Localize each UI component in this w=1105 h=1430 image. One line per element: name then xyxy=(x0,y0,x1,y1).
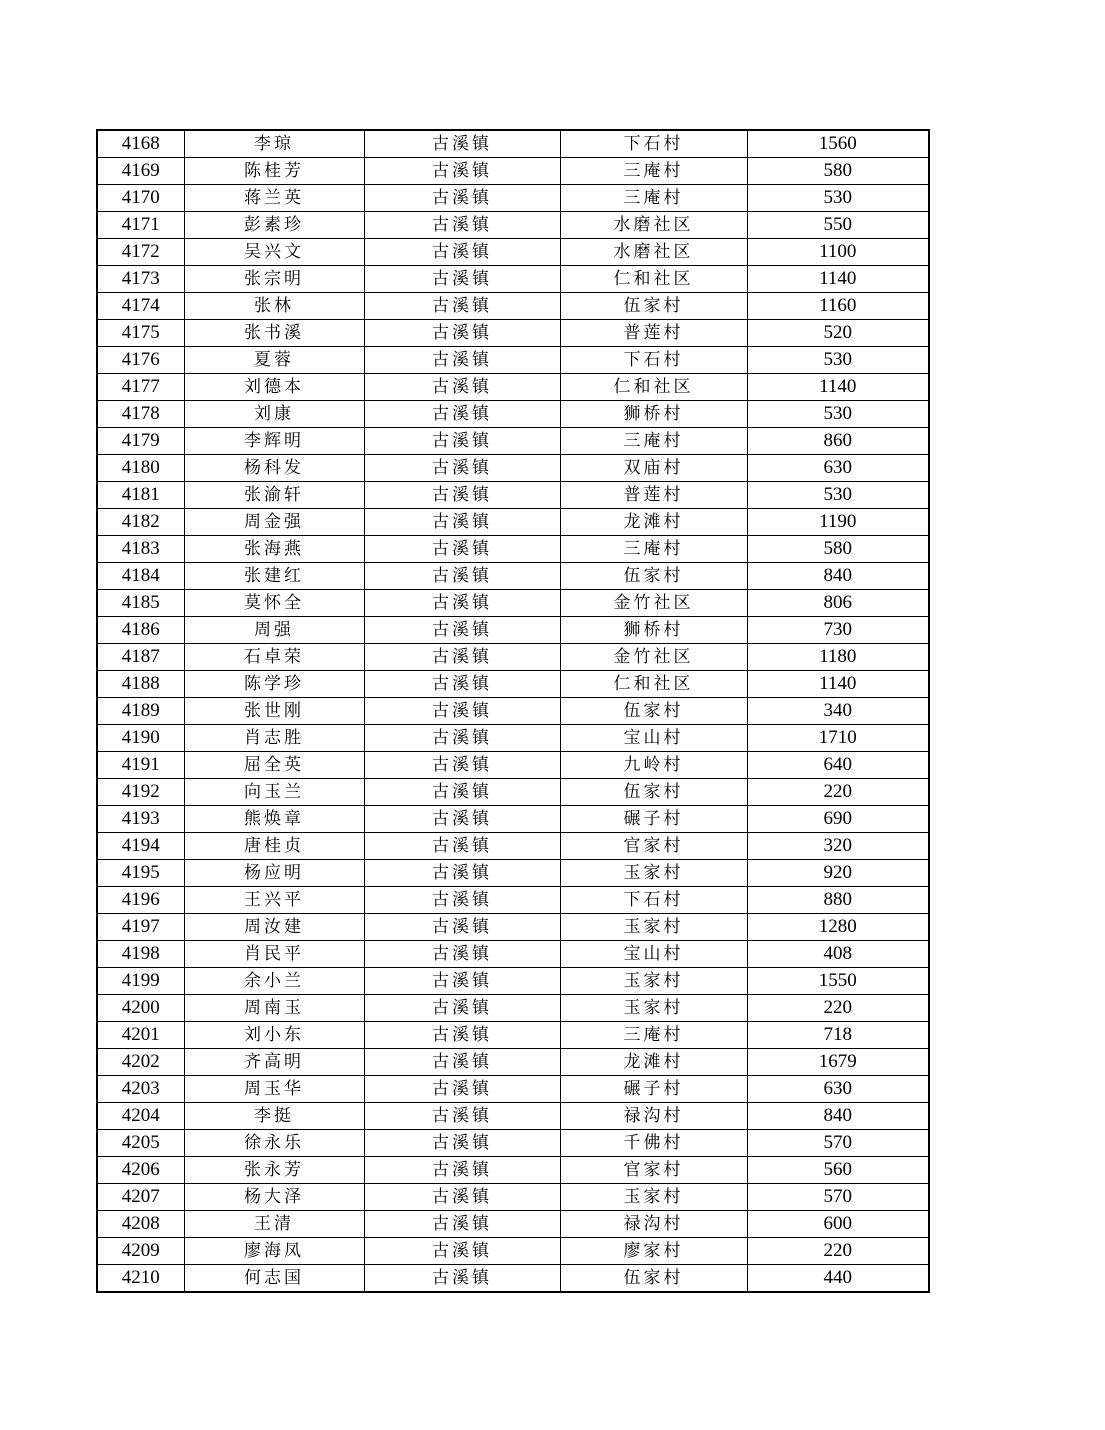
town-cell: 古溪镇 xyxy=(364,887,560,914)
table-row xyxy=(97,1184,929,1211)
name-cell: 张永芳 xyxy=(184,1157,364,1184)
village-cell: 伍家村 xyxy=(560,698,747,725)
name-cell: 廖海凤 xyxy=(184,1238,364,1265)
row-number-cell: 4199 xyxy=(97,968,184,995)
town-cell: 古溪镇 xyxy=(364,482,560,509)
town-cell: 古溪镇 xyxy=(364,1103,560,1130)
name-cell: 杨科发 xyxy=(184,455,364,482)
amount-cell: 570 xyxy=(747,1184,929,1211)
amount-cell: 840 xyxy=(747,563,929,590)
name-cell: 余小兰 xyxy=(184,968,364,995)
amount-cell: 806 xyxy=(747,590,929,617)
name-cell: 屈全英 xyxy=(184,752,364,779)
table-row xyxy=(97,428,929,455)
table-row xyxy=(97,698,929,725)
table-row xyxy=(97,617,929,644)
town-cell: 古溪镇 xyxy=(364,1265,560,1293)
row-number-cell: 4170 xyxy=(97,185,184,212)
name-cell: 刘康 xyxy=(184,401,364,428)
town-cell: 古溪镇 xyxy=(364,401,560,428)
row-number-cell: 4194 xyxy=(97,833,184,860)
town-cell: 古溪镇 xyxy=(364,536,560,563)
name-cell: 周玉华 xyxy=(184,1076,364,1103)
table-row xyxy=(97,1130,929,1157)
name-cell: 向玉兰 xyxy=(184,779,364,806)
table-row xyxy=(97,1211,929,1238)
village-cell: 仁和社区 xyxy=(560,266,747,293)
village-cell: 龙滩村 xyxy=(560,1049,747,1076)
table-row xyxy=(97,1049,929,1076)
name-cell: 肖志胜 xyxy=(184,725,364,752)
row-number-cell: 4177 xyxy=(97,374,184,401)
village-cell: 三庵村 xyxy=(560,158,747,185)
amount-cell: 600 xyxy=(747,1211,929,1238)
amount-cell: 560 xyxy=(747,1157,929,1184)
town-cell: 古溪镇 xyxy=(364,941,560,968)
amount-cell: 220 xyxy=(747,1238,929,1265)
row-number-cell: 4202 xyxy=(97,1049,184,1076)
table-row xyxy=(97,293,929,320)
table-row xyxy=(97,1022,929,1049)
table-row xyxy=(97,130,929,158)
table-row xyxy=(97,239,929,266)
village-cell: 三庵村 xyxy=(560,428,747,455)
town-cell: 古溪镇 xyxy=(364,212,560,239)
town-cell: 古溪镇 xyxy=(364,266,560,293)
row-number-cell: 4182 xyxy=(97,509,184,536)
village-cell: 玉家村 xyxy=(560,914,747,941)
name-cell: 熊焕章 xyxy=(184,806,364,833)
row-number-cell: 4184 xyxy=(97,563,184,590)
row-number-cell: 4187 xyxy=(97,644,184,671)
name-cell: 王兴平 xyxy=(184,887,364,914)
table-row xyxy=(97,482,929,509)
row-number-cell: 4197 xyxy=(97,914,184,941)
table-row xyxy=(97,671,929,698)
table-row xyxy=(97,995,929,1022)
row-number-cell: 4173 xyxy=(97,266,184,293)
name-cell: 夏蓉 xyxy=(184,347,364,374)
amount-cell: 718 xyxy=(747,1022,929,1049)
town-cell: 古溪镇 xyxy=(364,725,560,752)
village-cell: 官家村 xyxy=(560,1157,747,1184)
name-cell: 张书溪 xyxy=(184,320,364,347)
row-number-cell: 4172 xyxy=(97,239,184,266)
table-body xyxy=(97,130,929,1292)
village-cell: 廖家村 xyxy=(560,1238,747,1265)
name-cell: 杨大泽 xyxy=(184,1184,364,1211)
table-row xyxy=(97,752,929,779)
table-row xyxy=(97,455,929,482)
name-cell: 张林 xyxy=(184,293,364,320)
village-cell: 宝山村 xyxy=(560,725,747,752)
table-row xyxy=(97,563,929,590)
table-row xyxy=(97,968,929,995)
village-cell: 碾子村 xyxy=(560,806,747,833)
village-cell: 千佛村 xyxy=(560,1130,747,1157)
town-cell: 古溪镇 xyxy=(364,1076,560,1103)
town-cell: 古溪镇 xyxy=(364,509,560,536)
town-cell: 古溪镇 xyxy=(364,130,560,158)
row-number-cell: 4205 xyxy=(97,1130,184,1157)
table-row xyxy=(97,887,929,914)
village-cell: 三庵村 xyxy=(560,1022,747,1049)
village-cell: 伍家村 xyxy=(560,563,747,590)
amount-cell: 1190 xyxy=(747,509,929,536)
town-cell: 古溪镇 xyxy=(364,833,560,860)
village-cell: 龙滩村 xyxy=(560,509,747,536)
village-cell: 三庵村 xyxy=(560,185,747,212)
town-cell: 古溪镇 xyxy=(364,1211,560,1238)
village-cell: 金竹社区 xyxy=(560,644,747,671)
row-number-cell: 4169 xyxy=(97,158,184,185)
name-cell: 蒋兰英 xyxy=(184,185,364,212)
town-cell: 古溪镇 xyxy=(364,968,560,995)
village-cell: 伍家村 xyxy=(560,779,747,806)
town-cell: 古溪镇 xyxy=(364,779,560,806)
table-row xyxy=(97,320,929,347)
row-number-cell: 4207 xyxy=(97,1184,184,1211)
amount-cell: 530 xyxy=(747,401,929,428)
village-cell: 双庙村 xyxy=(560,455,747,482)
name-cell: 唐桂贞 xyxy=(184,833,364,860)
name-cell: 张海燕 xyxy=(184,536,364,563)
village-cell: 禄沟村 xyxy=(560,1211,747,1238)
name-cell: 莫怀全 xyxy=(184,590,364,617)
town-cell: 古溪镇 xyxy=(364,158,560,185)
village-cell: 官家村 xyxy=(560,833,747,860)
name-cell: 张宗明 xyxy=(184,266,364,293)
town-cell: 古溪镇 xyxy=(364,914,560,941)
table-row xyxy=(97,536,929,563)
village-cell: 普莲村 xyxy=(560,482,747,509)
row-number-cell: 4180 xyxy=(97,455,184,482)
amount-cell: 920 xyxy=(747,860,929,887)
name-cell: 何志国 xyxy=(184,1265,364,1293)
row-number-cell: 4206 xyxy=(97,1157,184,1184)
row-number-cell: 4203 xyxy=(97,1076,184,1103)
name-cell: 张世刚 xyxy=(184,698,364,725)
town-cell: 古溪镇 xyxy=(364,293,560,320)
row-number-cell: 4210 xyxy=(97,1265,184,1293)
village-cell: 玉家村 xyxy=(560,860,747,887)
table-row xyxy=(97,941,929,968)
amount-cell: 530 xyxy=(747,185,929,212)
town-cell: 古溪镇 xyxy=(364,806,560,833)
table-row xyxy=(97,374,929,401)
name-cell: 张渝轩 xyxy=(184,482,364,509)
name-cell: 周强 xyxy=(184,617,364,644)
name-cell: 齐高明 xyxy=(184,1049,364,1076)
amount-cell: 640 xyxy=(747,752,929,779)
row-number-cell: 4209 xyxy=(97,1238,184,1265)
town-cell: 古溪镇 xyxy=(364,1184,560,1211)
village-cell: 伍家村 xyxy=(560,293,747,320)
table-row xyxy=(97,1103,929,1130)
amount-cell: 408 xyxy=(747,941,929,968)
name-cell: 肖民平 xyxy=(184,941,364,968)
town-cell: 古溪镇 xyxy=(364,320,560,347)
amount-cell: 340 xyxy=(747,698,929,725)
town-cell: 古溪镇 xyxy=(364,644,560,671)
town-cell: 古溪镇 xyxy=(364,590,560,617)
amount-cell: 860 xyxy=(747,428,929,455)
row-number-cell: 4181 xyxy=(97,482,184,509)
town-cell: 古溪镇 xyxy=(364,860,560,887)
table-row xyxy=(97,644,929,671)
town-cell: 古溪镇 xyxy=(364,752,560,779)
amount-cell: 320 xyxy=(747,833,929,860)
table-row xyxy=(97,1157,929,1184)
village-cell: 水磨社区 xyxy=(560,212,747,239)
table-row xyxy=(97,1238,929,1265)
town-cell: 古溪镇 xyxy=(364,428,560,455)
amount-cell: 1560 xyxy=(747,130,929,158)
table-row xyxy=(97,779,929,806)
amount-cell: 880 xyxy=(747,887,929,914)
village-cell: 三庵村 xyxy=(560,536,747,563)
town-cell: 古溪镇 xyxy=(364,563,560,590)
amount-cell: 530 xyxy=(747,347,929,374)
amount-cell: 570 xyxy=(747,1130,929,1157)
table-row xyxy=(97,212,929,239)
name-cell: 刘德本 xyxy=(184,374,364,401)
table-row xyxy=(97,725,929,752)
name-cell: 刘小东 xyxy=(184,1022,364,1049)
row-number-cell: 4195 xyxy=(97,860,184,887)
row-number-cell: 4201 xyxy=(97,1022,184,1049)
row-number-cell: 4176 xyxy=(97,347,184,374)
row-number-cell: 4200 xyxy=(97,995,184,1022)
town-cell: 古溪镇 xyxy=(364,617,560,644)
amount-cell: 1160 xyxy=(747,293,929,320)
town-cell: 古溪镇 xyxy=(364,698,560,725)
name-cell: 周南玉 xyxy=(184,995,364,1022)
amount-cell: 220 xyxy=(747,995,929,1022)
table-row xyxy=(97,1076,929,1103)
row-number-cell: 4179 xyxy=(97,428,184,455)
village-cell: 狮桥村 xyxy=(560,617,747,644)
name-cell: 李挺 xyxy=(184,1103,364,1130)
village-cell: 金竹社区 xyxy=(560,590,747,617)
amount-cell: 220 xyxy=(747,779,929,806)
town-cell: 古溪镇 xyxy=(364,1238,560,1265)
row-number-cell: 4193 xyxy=(97,806,184,833)
name-cell: 周金强 xyxy=(184,509,364,536)
amount-cell: 580 xyxy=(747,158,929,185)
name-cell: 李琼 xyxy=(184,130,364,158)
amount-cell: 730 xyxy=(747,617,929,644)
table-row xyxy=(97,914,929,941)
amount-cell: 1140 xyxy=(747,266,929,293)
amount-cell: 1180 xyxy=(747,644,929,671)
town-cell: 古溪镇 xyxy=(364,455,560,482)
village-cell: 狮桥村 xyxy=(560,401,747,428)
amount-cell: 520 xyxy=(747,320,929,347)
row-number-cell: 4188 xyxy=(97,671,184,698)
row-number-cell: 4190 xyxy=(97,725,184,752)
table-row xyxy=(97,158,929,185)
row-number-cell: 4198 xyxy=(97,941,184,968)
row-number-cell: 4192 xyxy=(97,779,184,806)
table-row xyxy=(97,185,929,212)
amount-cell: 440 xyxy=(747,1265,929,1293)
amount-cell: 630 xyxy=(747,455,929,482)
name-cell: 李辉明 xyxy=(184,428,364,455)
town-cell: 古溪镇 xyxy=(364,1022,560,1049)
town-cell: 古溪镇 xyxy=(364,185,560,212)
village-cell: 玉家村 xyxy=(560,1184,747,1211)
row-number-cell: 4191 xyxy=(97,752,184,779)
village-cell: 水磨社区 xyxy=(560,239,747,266)
row-number-cell: 4204 xyxy=(97,1103,184,1130)
table-row xyxy=(97,509,929,536)
amount-cell: 1710 xyxy=(747,725,929,752)
village-cell: 普莲村 xyxy=(560,320,747,347)
row-number-cell: 4183 xyxy=(97,536,184,563)
amount-cell: 690 xyxy=(747,806,929,833)
name-cell: 吴兴文 xyxy=(184,239,364,266)
village-cell: 禄沟村 xyxy=(560,1103,747,1130)
name-cell: 陈学珍 xyxy=(184,671,364,698)
village-cell: 下石村 xyxy=(560,887,747,914)
row-number-cell: 4168 xyxy=(97,130,184,158)
row-number-cell: 4186 xyxy=(97,617,184,644)
village-cell: 仁和社区 xyxy=(560,671,747,698)
table-row xyxy=(97,1265,929,1293)
amount-cell: 1550 xyxy=(747,968,929,995)
village-cell: 下石村 xyxy=(560,130,747,158)
town-cell: 古溪镇 xyxy=(364,1049,560,1076)
amount-cell: 530 xyxy=(747,482,929,509)
name-cell: 张建红 xyxy=(184,563,364,590)
amount-cell: 840 xyxy=(747,1103,929,1130)
amount-cell: 630 xyxy=(747,1076,929,1103)
village-cell: 下石村 xyxy=(560,347,747,374)
town-cell: 古溪镇 xyxy=(364,1157,560,1184)
amount-cell: 1679 xyxy=(747,1049,929,1076)
table-row xyxy=(97,860,929,887)
name-cell: 杨应明 xyxy=(184,860,364,887)
town-cell: 古溪镇 xyxy=(364,1130,560,1157)
amount-cell: 1280 xyxy=(747,914,929,941)
row-number-cell: 4189 xyxy=(97,698,184,725)
town-cell: 古溪镇 xyxy=(364,374,560,401)
name-cell: 石卓荣 xyxy=(184,644,364,671)
row-number-cell: 4175 xyxy=(97,320,184,347)
row-number-cell: 4178 xyxy=(97,401,184,428)
row-number-cell: 4196 xyxy=(97,887,184,914)
village-cell: 碾子村 xyxy=(560,1076,747,1103)
amount-cell: 580 xyxy=(747,536,929,563)
table-row xyxy=(97,401,929,428)
village-cell: 九岭村 xyxy=(560,752,747,779)
row-number-cell: 4208 xyxy=(97,1211,184,1238)
town-cell: 古溪镇 xyxy=(364,671,560,698)
table-row xyxy=(97,833,929,860)
table-row xyxy=(97,590,929,617)
table-row xyxy=(97,347,929,374)
name-cell: 彭素珍 xyxy=(184,212,364,239)
amount-cell: 1140 xyxy=(747,374,929,401)
town-cell: 古溪镇 xyxy=(364,995,560,1022)
row-number-cell: 4174 xyxy=(97,293,184,320)
row-number-cell: 4185 xyxy=(97,590,184,617)
name-cell: 周汝建 xyxy=(184,914,364,941)
amount-cell: 1100 xyxy=(747,239,929,266)
town-cell: 古溪镇 xyxy=(364,347,560,374)
village-cell: 仁和社区 xyxy=(560,374,747,401)
amount-cell: 550 xyxy=(747,212,929,239)
town-cell: 古溪镇 xyxy=(364,239,560,266)
table-row xyxy=(97,806,929,833)
name-cell: 徐永乐 xyxy=(184,1130,364,1157)
name-cell: 陈桂芳 xyxy=(184,158,364,185)
data-table xyxy=(96,129,930,1293)
row-number-cell: 4171 xyxy=(97,212,184,239)
village-cell: 伍家村 xyxy=(560,1265,747,1293)
table-row xyxy=(97,266,929,293)
village-cell: 玉家村 xyxy=(560,968,747,995)
village-cell: 玉家村 xyxy=(560,995,747,1022)
name-cell: 王清 xyxy=(184,1211,364,1238)
amount-cell: 1140 xyxy=(747,671,929,698)
village-cell: 宝山村 xyxy=(560,941,747,968)
